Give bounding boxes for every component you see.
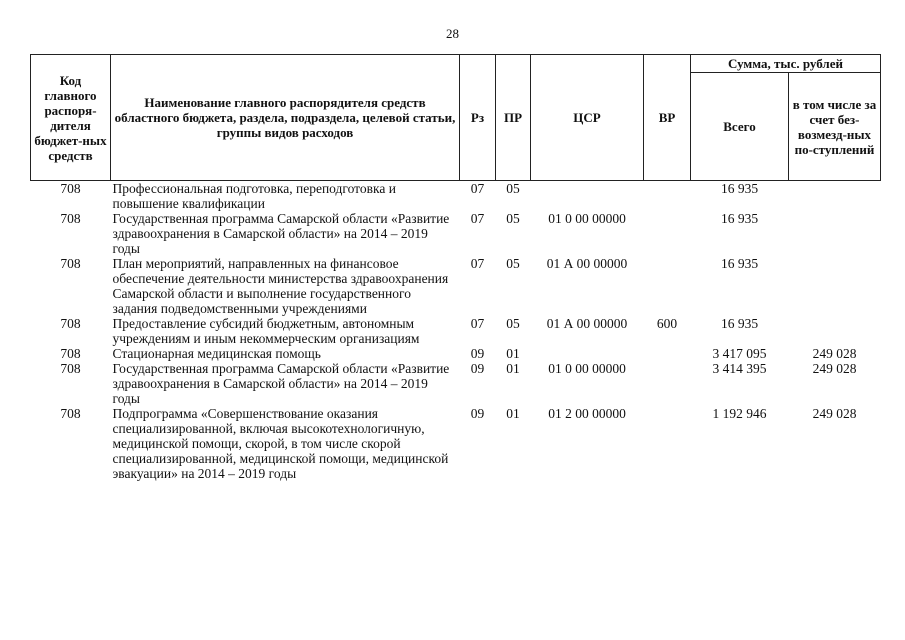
cell-name: Предоставление субсидий бюджетным, автономным учреждениям и иным некоммерческим организациям xyxy=(112,316,420,346)
cell-total: 3 414 395 xyxy=(712,361,767,376)
cell-rz: 07 xyxy=(470,181,485,196)
cell-pr: 05 xyxy=(506,211,520,226)
cell-free xyxy=(789,211,881,256)
cell-vr xyxy=(644,256,691,316)
cell-pr: 05 xyxy=(506,316,520,331)
cell-name: План мероприятий, направленных на финансовое обеспечение деятельности министерства здравоохранения Самарской области и выполнение государственного задания подведомственными учреждениями xyxy=(112,256,449,316)
cell-vr xyxy=(644,181,691,212)
table-row xyxy=(31,406,881,481)
cell-vr xyxy=(644,211,691,256)
cell-free xyxy=(789,316,881,346)
table-row xyxy=(31,346,881,361)
cell-rz: 09 xyxy=(470,361,485,376)
cell-total: 16 935 xyxy=(720,256,759,271)
cell-total: 16 935 xyxy=(720,211,759,226)
table-row xyxy=(31,316,881,346)
cell-code: 708 xyxy=(60,256,81,271)
table-row xyxy=(31,211,881,256)
cell-csr: 01 2 00 00000 xyxy=(548,406,626,421)
cell-name: Государственная программа Самарской области «Развитие здравоохранения в Самарской области» на 2014 – 2019 годы xyxy=(112,361,450,406)
cell-free: 249 028 xyxy=(812,346,857,361)
cell-pr: 01 xyxy=(506,361,520,376)
cell-pr: 01 xyxy=(506,346,520,361)
header-code: Код главного распоря-дителя бюджет-ных средств xyxy=(31,55,111,181)
cell-name: Государственная программа Самарской области «Развитие здравоохранения в Самарской области» на 2014 – 2019 годы xyxy=(112,211,450,256)
cell-rz: 07 xyxy=(470,256,485,271)
cell-vr xyxy=(644,361,691,406)
cell-csr: 01 А 00 00000 xyxy=(546,256,628,271)
cell-vr xyxy=(644,346,691,361)
cell-code: 708 xyxy=(60,181,81,196)
cell-vr xyxy=(644,406,691,481)
cell-free: 249 028 xyxy=(812,361,857,376)
cell-csr: 01 А 00 00000 xyxy=(546,316,628,331)
cell-name: Стационарная медицинская помощь xyxy=(112,346,321,361)
header-sum: Сумма, тыс. рублей xyxy=(691,55,881,73)
cell-total: 16 935 xyxy=(720,316,759,331)
table-row xyxy=(31,361,881,406)
cell-vr: 600 xyxy=(656,316,678,331)
cell-rz: 09 xyxy=(470,346,485,361)
cell-csr xyxy=(531,181,644,212)
cell-csr: 01 0 00 00000 xyxy=(548,361,626,376)
cell-code: 708 xyxy=(60,361,81,376)
cell-csr: 01 0 00 00000 xyxy=(548,211,626,226)
header-total: Всего xyxy=(691,73,789,181)
header-vr: ВР xyxy=(644,55,691,181)
budget-table xyxy=(30,54,881,481)
cell-pr: 05 xyxy=(506,181,520,196)
cell-pr: 05 xyxy=(506,256,520,271)
cell-free xyxy=(789,256,881,316)
table-body xyxy=(31,181,881,482)
cell-name: Профессиональная подготовка, переподготовка и повышение квалификации xyxy=(112,181,396,211)
cell-code: 708 xyxy=(60,346,81,361)
cell-total: 16 935 xyxy=(720,181,759,196)
header-rz: Рз xyxy=(460,55,496,181)
cell-total: 1 192 946 xyxy=(712,406,767,421)
page-number: 28 xyxy=(446,26,459,41)
cell-code: 708 xyxy=(60,406,81,421)
cell-code: 708 xyxy=(60,211,81,226)
cell-rz: 09 xyxy=(470,406,485,421)
cell-code: 708 xyxy=(60,316,81,331)
table-row xyxy=(31,256,881,316)
cell-rz: 07 xyxy=(470,211,485,226)
cell-csr xyxy=(531,346,644,361)
cell-pr: 01 xyxy=(506,406,520,421)
cell-total: 3 417 095 xyxy=(712,346,767,361)
cell-name: Подпрограмма «Совершенствование оказания специализированной, включая высокотехнологичную, медицинской помощи, скорой, в том числе скорой специализированной, медицинской помощи, медицинской эвакуации» на 2014 – 2019 годы xyxy=(112,406,449,481)
header-csr: ЦСР xyxy=(531,55,644,181)
cell-free: 249 028 xyxy=(812,406,857,421)
cell-free xyxy=(789,181,881,212)
table-row xyxy=(31,181,881,212)
header-name: Наименование главного распорядителя средств областного бюджета, раздела, подраздела, целевой статьи, группы видов расходов xyxy=(111,55,460,181)
header-free: в том числе за счет без-возмезд-ных по-ступлений xyxy=(789,73,881,181)
cell-rz: 07 xyxy=(470,316,485,331)
table-header xyxy=(31,55,881,181)
header-pr: ПР xyxy=(496,55,531,181)
